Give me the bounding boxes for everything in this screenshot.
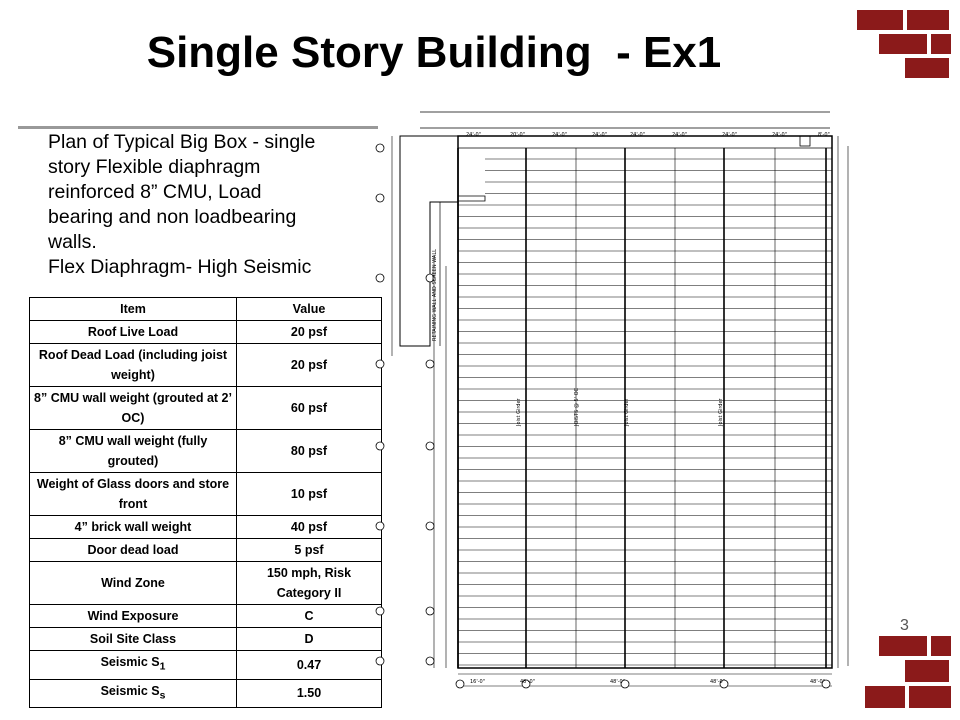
table-cell-item: Weight of Glass doors and store front — [30, 473, 237, 516]
grid-bubble — [426, 442, 434, 450]
top-dim-label: 24'-0" — [466, 132, 482, 138]
table-row — [30, 430, 382, 473]
table-row — [30, 344, 382, 387]
table-row — [30, 562, 382, 605]
table-cell-value: 1.50 — [237, 679, 382, 708]
bottom-dim-label: 48'-0" — [610, 679, 626, 685]
table-row — [30, 679, 382, 708]
joist-label: Joist Girder — [624, 398, 630, 426]
description-line: Flex Diaphragm- High Seismic — [48, 256, 312, 278]
table-cell-item: Roof Live Load — [30, 321, 237, 344]
table-row — [30, 628, 382, 651]
grid-bubble — [426, 522, 434, 530]
table-cell-value: C — [237, 605, 382, 628]
brick-logo-bottom — [855, 636, 955, 720]
top-dim-label: 24'-0" — [672, 132, 688, 138]
bottom-dim-label: 16'-0" — [470, 679, 486, 685]
table-cell-value: 0.47 — [237, 651, 382, 680]
seismic-s1-label: Seismic S — [100, 655, 160, 669]
table-cell-value: 20 psf — [237, 321, 382, 344]
grid-bubbles — [376, 144, 830, 688]
description-line: walls. — [48, 231, 97, 253]
grid-bubble — [376, 194, 384, 202]
table-cell-item: Roof Dead Load (including joist weight) — [30, 344, 237, 387]
table-cell-value: 40 psf — [237, 516, 382, 539]
table-cell-item: Soil Site Class — [30, 628, 237, 651]
grid-bubble — [376, 607, 384, 615]
table-cell-item: Wind Exposure — [30, 605, 237, 628]
wall-note: RETAINING WALL AND SCREEN WALL — [432, 249, 438, 341]
table-cell-item — [30, 679, 237, 708]
joist-label: Joist Girder — [516, 398, 522, 426]
seismic-ss-subscript: s — [159, 690, 166, 701]
grid-bubble — [376, 360, 384, 368]
table-cell-value: 20 psf — [237, 344, 382, 387]
top-dim-label: 20'-0" — [510, 132, 526, 138]
table-header-row — [30, 298, 382, 321]
bottom-dim-label: 48'-0" — [810, 679, 826, 685]
description-rule — [18, 126, 378, 129]
table-cell-item: 8” CMU wall weight (grouted at 2’ OC) — [30, 387, 237, 430]
table-cell-value: 5 psf — [237, 539, 382, 562]
table-row — [30, 473, 382, 516]
bottom-dim-label: 48'-0" — [710, 679, 726, 685]
grid-bubble — [376, 144, 384, 152]
table-cell-value: 10 psf — [237, 473, 382, 516]
table-cell-item: 8” CMU wall weight (fully grouted) — [30, 430, 237, 473]
table-cell-value: 60 psf — [237, 387, 382, 430]
description-line: story Flexible diaphragm — [48, 156, 261, 178]
table-header-item: Item — [30, 298, 237, 321]
table-row — [30, 321, 382, 344]
joist-label: Joist Girder — [718, 398, 724, 426]
table-row — [30, 387, 382, 430]
grid-bubble — [426, 360, 434, 368]
loads-table — [29, 297, 382, 708]
floor-plan-drawing — [370, 106, 860, 700]
table-cell-value: 150 mph, Risk Category II — [237, 562, 382, 605]
plan-outline — [392, 112, 848, 686]
seismic-s1-subscript: 1 — [159, 661, 166, 673]
bottom-dim-label: 48'-0" — [520, 679, 536, 685]
grid-bubble — [376, 274, 384, 282]
table-cell-item: 4” brick wall weight — [30, 516, 237, 539]
table-row — [30, 651, 382, 680]
grid-bubble — [376, 442, 384, 450]
description-line: reinforced 8” CMU, Load — [48, 181, 262, 203]
top-dim-label: 24'-0" — [630, 132, 646, 138]
brick-logo-top — [855, 10, 955, 78]
top-dim-label: 24'-0" — [772, 132, 788, 138]
table-header-value: Value — [237, 298, 382, 321]
table-cell-item: Door dead load — [30, 539, 237, 562]
slide-title: Single Story Building - Ex1 — [146, 28, 722, 77]
description — [48, 130, 388, 280]
seismic-ss-label: Seismic S — [100, 683, 160, 698]
description-line: Plan of Typical Big Box - single — [48, 131, 316, 153]
grid-bubble — [376, 657, 384, 665]
description-line: bearing and non loadbearing — [48, 206, 297, 228]
top-dim-label: 8'-0" — [818, 132, 830, 138]
plan-labels — [432, 132, 830, 685]
grid-bubble — [376, 522, 384, 530]
table-row — [30, 605, 382, 628]
girder-lines — [458, 148, 826, 668]
top-dim-label: 24'-0" — [592, 132, 608, 138]
top-dim-label: 24'-0" — [722, 132, 738, 138]
table-cell-item: Wind Zone — [30, 562, 237, 605]
table-cell-value: D — [237, 628, 382, 651]
table-cell-value: 80 psf — [237, 430, 382, 473]
table-cell-item — [30, 651, 237, 680]
top-dim-label: 24'-0" — [552, 132, 568, 138]
joist-lines — [458, 159, 832, 665]
table-row — [30, 516, 382, 539]
joist-label: JOISTS @ 5' OC — [574, 387, 580, 426]
grid-bubble — [426, 657, 434, 665]
grid-bubble — [426, 607, 434, 615]
grid-bubble — [456, 680, 464, 688]
page-number: 3 — [900, 617, 909, 634]
table-row — [30, 539, 382, 562]
